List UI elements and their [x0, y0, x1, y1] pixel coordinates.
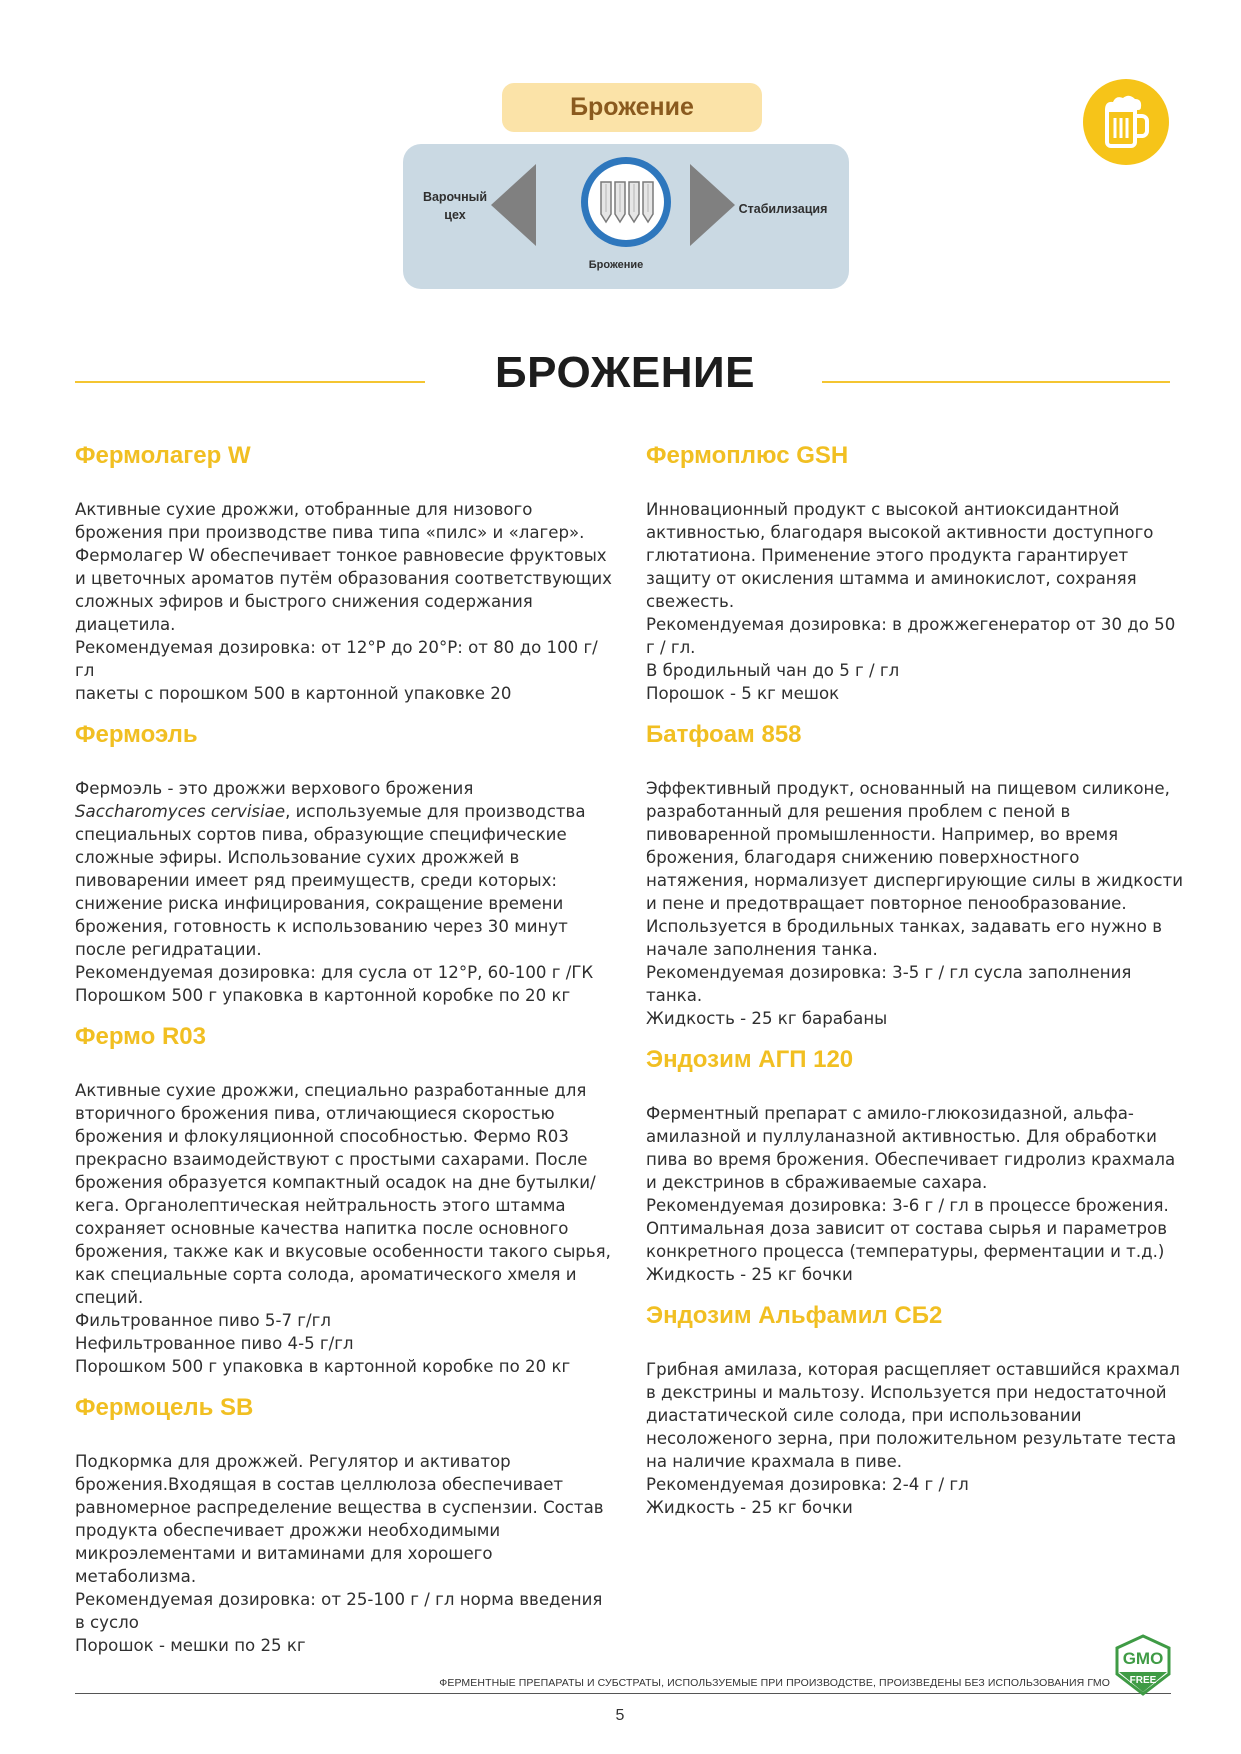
product-name: Фермоплюс GSH: [646, 442, 849, 469]
product-fermo-r03: [75, 1022, 615, 1378]
fermentation-tank-icon: [581, 157, 671, 247]
product-description: Ферментный препарат с амило-глюкозидазной, альфа-амилазной и пуллуланазной активностью. Для обработки пива во время брожения. Обеспечивает гидролиз крахмала и декстринов в сбраживаемые сахара.: [646, 1104, 1176, 1192]
product-endozim-alfamil-sb2: [646, 1301, 1186, 1519]
product-dosage-filtered: Фильтрованное пиво 5-7 г/гл: [75, 1311, 331, 1330]
process-current-stage: Брожение: [588, 259, 644, 271]
product-description: Активные сухие дрожжи, отобранные для низового брожения при производстве пива типа «пилс» и «лагер». Фермолагер W обеспечивает тонкое равновесие фруктовых и цветочных ароматов путём образования соответствующих сложных эфиров и быстрого снижения содержания диацетила.: [75, 500, 613, 634]
product-name: Эндозим АГП 120: [646, 1046, 854, 1073]
right-column: [646, 441, 1186, 1519]
left-column: [75, 441, 615, 1657]
product-name: Фермоэль: [75, 721, 198, 748]
gmo-footer-note: ФЕРМЕНТНЫЕ ПРЕПАРАТЫ И СУБСТРАТЫ, ИСПОЛЬЗУЕМЫЕ ПРИ ПРОИЗВОДСТВЕ, ПРОИЗВЕДЕНЫ БЕЗ ИСПОЛЬЗОВАНИЯ ГМО: [439, 1677, 1110, 1689]
title-rule-left: [75, 381, 425, 383]
product-dosage: Рекомендуемая дозировка: в дрожжегенератор от 30 до 50 г / гл.: [646, 615, 1176, 657]
product-name: Фермо R03: [75, 1023, 206, 1050]
page-title: БРОЖЕНИЕ: [495, 348, 755, 397]
process-prev-stage: Варочный цех: [422, 190, 488, 222]
species-name: Saccharomyces cervisiae: [75, 802, 286, 821]
product-dosage: Рекомендуемая дозировка: 2-4 г / гл: [646, 1475, 969, 1494]
product-endozim-agp-120: [646, 1045, 1186, 1286]
process-diagram: [403, 144, 849, 289]
product-description: Эффективный продукт, основанный на пищевом силиконе, разработанный для решения проблем с пеной в пивоваренной промышленности. Например, во время брожения, благодаря снижению поверхностного натяжения, нормализует диспергирующие силы в жидкости и пене и предотвращает повторное пенообразование. Используется в бродильных танках, задавать его нужно в начале заполнения танка.: [646, 779, 1183, 959]
footer-divider: [75, 1693, 1171, 1694]
product-dosage: Рекомендуемая дозировка: от 25-100 г / гл норма введения в сусло: [75, 1590, 603, 1632]
title-rule-right: [822, 381, 1170, 383]
product-name: Фермоцель SB: [75, 1394, 254, 1421]
product-description: Инновационный продукт с высокой антиоксидантной активностью, благодаря высокой активности доступного глютатиона. Применение этого продукта гарантирует защиту от окисления штамма и аминокислот, сохраняя свежесть.: [646, 500, 1154, 611]
product-packaging: пакеты с порошком 500 в картонной упаковке 20: [75, 684, 512, 703]
product-packaging: Жидкость - 25 кг бочки: [646, 1265, 853, 1284]
process-next-stage: Стабилизация: [738, 202, 828, 216]
description-suffix: , используемые для производства специальных сортов пива, образующие специфические сложные эфиры. Использование сухих дрожжей в пивоварении имеет ряд преимуществ, среди которых: снижение риска инфицирования, сокращение времени брожения, готовность к использованию через 30 минут после регидратации.: [75, 802, 586, 959]
product-batfoam-858: [646, 720, 1186, 1030]
gmo-badge-top: GMO: [1122, 1649, 1164, 1668]
product-fermocel-sb: [75, 1393, 615, 1657]
product-name: Батфоам 858: [646, 721, 802, 748]
gmo-free-badge: [1113, 1634, 1173, 1696]
beer-mug-icon: [1083, 79, 1169, 165]
product-name: Фермолагер W: [75, 442, 251, 469]
product-packaging: Жидкость - 25 кг бочки: [646, 1498, 853, 1517]
product-fermoel: [75, 720, 615, 1007]
gmo-badge-bottom: FREE: [1129, 1675, 1157, 1686]
product-packaging: Порошком 500 г упаковка в картонной коробке по 20 кг: [75, 1357, 571, 1376]
product-dosage: Рекомендуемая дозировка: для сусла от 12°Р, 60-100 г /ГК: [75, 963, 594, 982]
product-description: Подкормка для дрожжей. Регулятор и активатор брожения.Входящая в состав целлюлоза обеспечивает равномерное распределение вещества в суспензии. Состав продукта обеспечивает дрожжи необходимыми микроэлементами и витаминами для хорошего метаболизма.: [75, 1452, 604, 1586]
product-packaging: Порошком 500 г упаковка в картонной коробке по 20 кг: [75, 986, 571, 1005]
product-name: Эндозим Альфамил СБ2: [646, 1302, 943, 1329]
product-packaging: Порошок - мешки по 25 кг: [75, 1636, 306, 1655]
product-dosage-unfiltered: Нефильтрованное пиво 4-5 г/гл: [75, 1334, 354, 1353]
product-dosage-vat: В бродильный чан до 5 г / гл: [646, 661, 900, 680]
arrow-right-icon: [690, 164, 735, 246]
product-dosage: Рекомендуемая дозировка: 3-6 г / гл в процессе брожения. Оптимальная доза зависит от состава сырья и параметров конкретного процесса (температуры, ферментации и т.д.): [646, 1196, 1169, 1261]
product-packaging: Порошок - 5 кг мешок: [646, 684, 840, 703]
product-dosage: Рекомендуемая дозировка: 3-5 г / гл сусла заполнения танка.: [646, 963, 1132, 1005]
product-fermoplus-gsh: [646, 441, 1186, 705]
product-description: Активные сухие дрожжи, специально разработанные для вторичного брожения пива, отличающиеся скоростью брожения и флокуляционной способностью. Фермо R03 прекрасно взаимодействуют с простыми сахарами. После брожения образуется компактный осадок на дне бутылки/кега. Органолептическая нейтральность этого штамма сохраняет основные качества напитка после основного брожения, также как и вкусовые особенности такого сырья, как специальные сорта солода, ароматического хмеля и специй.: [75, 1081, 611, 1307]
stage-pill: Брожение: [502, 83, 762, 132]
product-dosage: Рекомендуемая дозировка: от 12°Р до 20°Р: от 80 до 100 г/гл: [75, 638, 598, 680]
product-description: Грибная амилаза, которая расщепляет оставшийся крахмал в декстрины и мальтозу. Используется при недостаточной диастатической силе солода, при использовании несоложеного зерна, при положительном результате теста на наличие крахмала в пиве.: [646, 1360, 1180, 1471]
product-fermolager-w: [75, 441, 615, 705]
product-packaging: Жидкость - 25 кг барабаны: [646, 1009, 888, 1028]
arrow-left-icon: [491, 164, 536, 246]
description-prefix: Фермоэль - это дрожжи верхового брожения: [75, 779, 474, 798]
page-number: 5: [615, 1707, 625, 1724]
product-description: [75, 777, 615, 961]
